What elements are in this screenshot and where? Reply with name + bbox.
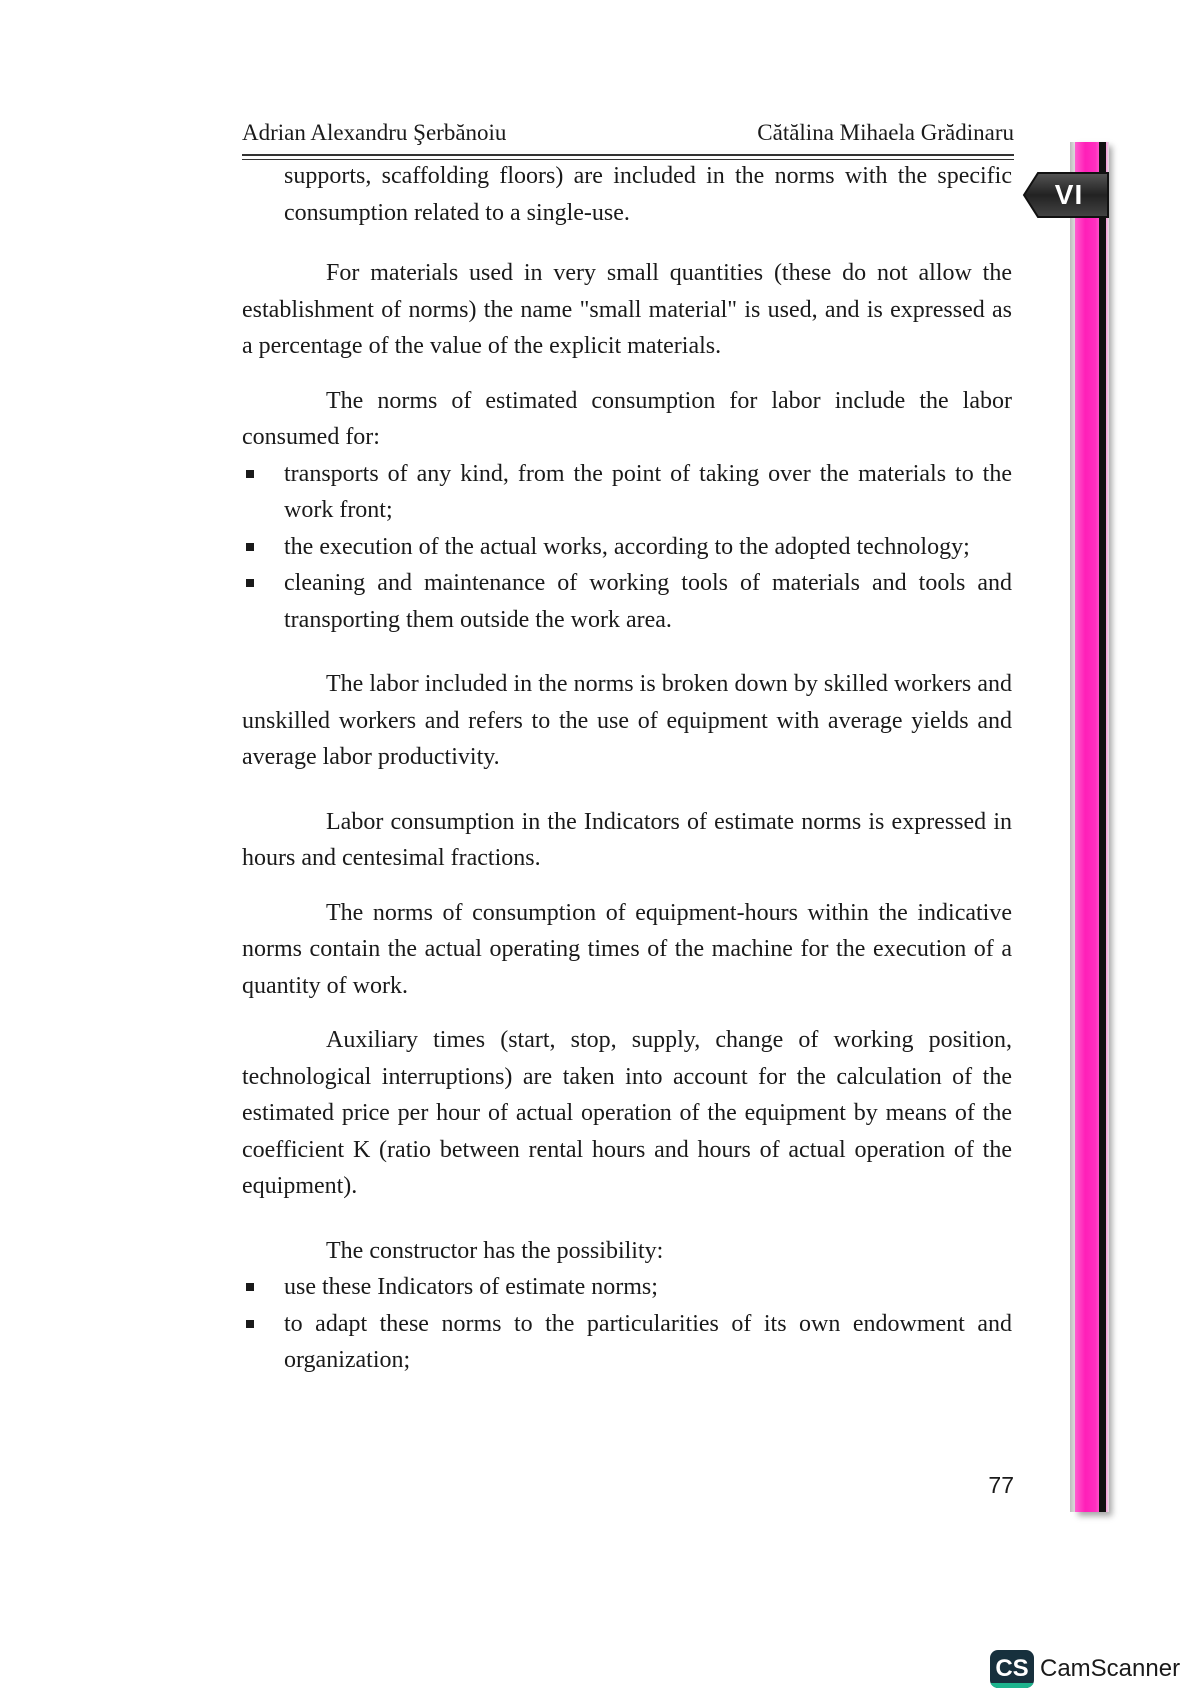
bullet-icon xyxy=(246,1320,254,1328)
labor-consumption-list xyxy=(242,456,1012,639)
camscanner-name: CamScanner xyxy=(1040,1655,1181,1682)
chapter-side-bar-edge xyxy=(1099,142,1106,1512)
camscanner-watermark xyxy=(990,1650,1180,1688)
constructor-options-list xyxy=(242,1269,1012,1379)
paragraph-equipment-hours: The norms of consumption of equipment-hours within the indicative norms contain the actual operating times of the machine for the execution of a quantity of work. xyxy=(242,899,1012,999)
list-item xyxy=(242,529,1012,566)
camscanner-logo-icon: CS xyxy=(990,1650,1034,1688)
paragraph-constructor: The constructor has the possibility: xyxy=(326,1237,664,1264)
paragraph-auxiliary-times: Auxiliary times (start, stop, supply, change of working position, technological interruptions) are taken into account for the calculation of the estimated price per hour of actual operation of the equipment by means of the coefficient K (ratio between rental hours and hours of actual operation of the equipment). xyxy=(242,1027,1012,1199)
list-item-text: use these Indicators of estimate norms; xyxy=(284,1274,658,1300)
paragraph-skilled-workers: The labor included in the norms is broken down by skilled workers and unskilled workers and refers to the use of equipment with average yields and average labor productivity. xyxy=(242,671,1012,770)
page-body xyxy=(242,158,1012,1379)
bullet-icon xyxy=(246,543,254,551)
bullet-icon xyxy=(246,1283,254,1291)
list-item-text: transports of any kind, from the point of taking over the materials to the work front; xyxy=(284,460,1012,523)
running-header xyxy=(242,110,1014,146)
page-number: 77 xyxy=(988,1472,1014,1498)
list-item-text: to adapt these norms to the particularities of its own endowment and organization; xyxy=(284,1310,1012,1373)
header-right-author: Cătălina Mihaela Grădinaru xyxy=(757,120,1014,145)
header-left-author: Adrian Alexandru Şerbănoiu xyxy=(242,120,507,145)
paragraph-small-material: For materials used in very small quantities (these do not allow the establishment of norms) the name "small material" is used, and is expressed as a percentage of the value of the explicit materials. xyxy=(242,260,1012,359)
bullet-icon xyxy=(246,579,254,587)
paragraph-labor-hours: Labor consumption in the Indicators of estimate norms is expressed in hours and centesimal fractions. xyxy=(242,808,1012,871)
list-item xyxy=(242,456,1012,529)
bullet-icon xyxy=(246,470,254,478)
list-item xyxy=(242,1306,1012,1379)
list-item-text: cleaning and maintenance of working tools of materials and tools and transporting them outside the work area. xyxy=(284,570,1012,633)
paragraph-continuation: supports, scaffolding floors) are included in the norms with the specific consumption related to a single-use. xyxy=(284,163,1012,226)
list-item-text: the execution of the actual works, according to the adopted technology; xyxy=(284,533,970,560)
chapter-tab-label: VI xyxy=(1054,179,1084,210)
paragraph-labor-norms: The norms of estimated consumption for labor include the labor consumed for: xyxy=(242,387,1012,450)
list-item xyxy=(242,565,1012,638)
list-item xyxy=(242,1269,1012,1306)
header-rule-top xyxy=(242,154,1014,156)
